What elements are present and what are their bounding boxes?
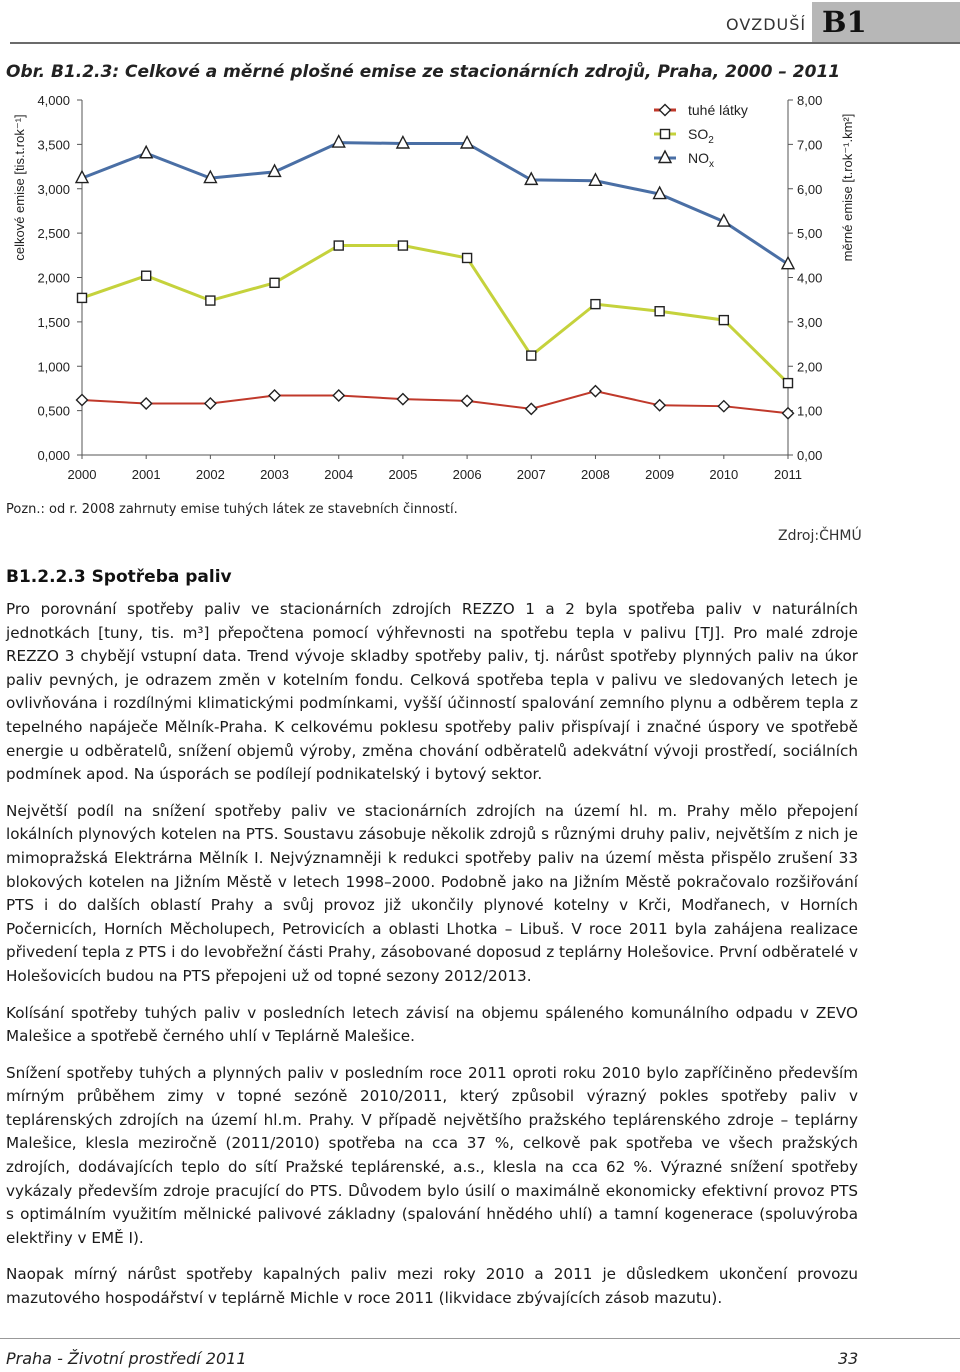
x-tick-label: 2011 [774, 467, 802, 482]
data-point [590, 386, 601, 397]
data-point [462, 395, 473, 406]
data-point [142, 271, 151, 280]
paragraph: Největší podíl na snížení spotřeby paliv ve stacionárních zdrojích na území hl. m. Prahy mělo přepojení lokálních plynových kotelen na PTS. Soustavu zásobuje několik zdrojů s různými druhy paliv, největším z nich je mimopražská Elektrárna Mělník I. Nejvýznamněji k redukci spotřeby paliv na území města přispělo zrušení 33 blokových kotelen na Jižním Městě v letech 1998–2000. Podobně jako na Jižním Městě pokračovalo rozšiřování PTS i do dalších oblastí Prahy a svůj provoz již ukončily plynové kotelny v Krči, Modřanech, v Horních Počernicích, Horních Měcholupech, Petrovicích a oblasti Lhotka – Libuš. V roce 2011 byla zahájena realizace přivedení tepla z PTS i do levobřežní části Prahy, zásobované doposud z teplárny Holešovice. První odběratelé v Holešovicích budou na PTS přepojeni už od topné sezony 2012/2013. [6, 801, 858, 985]
header-rule [10, 42, 960, 44]
y-tick-label-right: 1,00 [797, 403, 823, 419]
y-tick-label-left: 0,000 [37, 448, 70, 463]
figure-source: Zdroj:ČHMÚ [778, 528, 862, 544]
series-line [82, 246, 788, 384]
data-point [655, 307, 664, 316]
data-point [334, 241, 343, 250]
paragraph: Snížení spotřeby tuhých a plynných paliv v posledním roce 2011 oproti roku 2010 bylo zapříčiněno především mírným průběhem zimy v topné sezóně 2010/2011, který způsobil výrazný pokles spotřeby paliv v teplárenských zdrojích na území hl.m. Prahy. V případě největšího pražského teplárenského zdroje – teplárny Malešice, klesla meziročně (2011/2010) spotřeba na cca 37 %, celkově pak spotřeba ve všech pražských zdrojích, dodávajících teplo do sítí Pražské teplárenské, a.s., klesla na cca 62 %. Výrazné snížení spotřeby vykázaly především zdroje pracující do PTS. Důvodem bylo úsilí o maximálně ekonomicky efektivní provoz PTS s optimálním využitím mělnické palivové základny (spalování hnědého uhlí) a tamní kogenerace (spoluvýroba elektřiny v EMĚ I). [6, 1063, 858, 1247]
x-tick-label: 2000 [67, 467, 97, 482]
y-tick-label-left: 3,000 [37, 181, 70, 197]
y-tick-label-right: 2,00 [797, 359, 823, 375]
data-point [654, 400, 665, 411]
data-point [78, 293, 87, 302]
y-tick-label-right: 5,00 [797, 226, 823, 242]
data-point [397, 394, 408, 405]
y-tick-label-right: 6,00 [797, 181, 823, 197]
y-tick-label-left: 1,000 [37, 359, 70, 375]
data-point [719, 316, 728, 325]
data-point [205, 398, 216, 409]
data-point [661, 130, 670, 139]
paragraph: Naopak mírný nárůst spotřeby kapalných paliv mezi roky 2010 a 2011 je důsledkem ukončení provozu mazutového hospodářství v teplárně Michle v roce 2011 (likvidace zbývajících zásob mazutu). [6, 1265, 858, 1308]
x-tick-label: 2001 [131, 467, 161, 482]
section-code-badge [812, 2, 960, 42]
data-point [463, 253, 472, 262]
section-name: OVZDUŠÍ [726, 15, 807, 34]
data-point [591, 300, 600, 309]
y-tick-label-right: 3,00 [797, 314, 823, 330]
x-tick-label: 2006 [452, 467, 482, 482]
emissions-chart [0, 85, 960, 485]
series-line [82, 391, 788, 413]
data-point [784, 379, 793, 388]
paragraph: Pro porovnání spotřeby paliv ve stacionárních zdrojích REZZO 1 a 2 byla spotřeba paliv v naturálních jednotkách [tuny, tis. m³] přepočtena pomocí výhřevnosti na spotřebu tepla v palivu [TJ]. Pro malé zdroje REZZO 3 chybějí vstupní data. Trend vývoje skladby spotřeby paliv, tj. nárůst spotřeby plynných paliv na úkor paliv pevných, je odrazem změn v kotelním fondu. Celková spotřeba tepla v palivu ve sledovaných letech je ovlivňována i rozdílnými klimatickými podmínkami, vyšší účinností spalování zemního plynu a odběrem tepla z tepelného napáječe Mělník-Praha. K celkovému poklesu spotřeby paliv přispívají i značné úspory ve spotřebě energie u odběratelů, snížení objemů výroby, změna chování odběratelů adekvátní vývoji prostředí, sociálních podmínek apod. Na úsporách se podílejí podnikatelský i bytový sektor. [6, 600, 858, 784]
paragraph: Kolísání spotřeby tuhých paliv v posledních letech závisí na objemu spáleného komunálního odpadu v ZEVO Malešice a spotřebě černého uhlí v Teplárně Malešice. [6, 1003, 858, 1046]
x-tick-label: 2004 [324, 467, 354, 482]
legend-label: tuhé látky [688, 102, 748, 118]
data-point [526, 403, 537, 414]
y-tick-label-left: 3,500 [37, 137, 70, 153]
y-tick-label-left: 0,500 [37, 403, 70, 419]
y-axis-title-left: celkové emise [tis.t.rok⁻¹] [12, 114, 27, 261]
data-point [77, 394, 88, 405]
data-point [718, 401, 729, 412]
figure-title: Obr. B1.2.3: Celkové a měrné plošné emise ze stacionárních zdrojů, Praha, 2000 – 2011 [6, 62, 841, 82]
footer-rule [0, 1338, 960, 1339]
legend-label: $SO_2$ [688, 126, 714, 146]
x-tick-label: 2002 [195, 467, 225, 482]
y-tick-label-left: 1,500 [37, 314, 70, 330]
section-code: B1 [822, 5, 867, 39]
x-tick-label: 2008 [580, 467, 610, 482]
figure-note: Pozn.: od r. 2008 zahrnuty emise tuhých látek ze stavebních činností. [6, 502, 458, 517]
x-tick-label: 2009 [645, 467, 675, 482]
legend-label: $NO_x$ [688, 150, 714, 170]
section-title: B1.2.2.3 Spotřeba paliv [6, 567, 232, 587]
y-tick-label-right: 8,00 [797, 93, 823, 108]
data-point [206, 296, 215, 305]
data-point [783, 408, 794, 419]
data-point [140, 146, 152, 158]
y-axis-title-right: měrné emise [t.rok⁻¹.km²] [840, 113, 855, 262]
x-tick-label: 2003 [260, 467, 290, 482]
y-tick-label-right: 0,00 [797, 448, 823, 463]
y-tick-label-left: 2,000 [37, 270, 70, 286]
data-point [333, 390, 344, 401]
y-tick-label-right: 4,00 [797, 270, 823, 286]
section-body [6, 598, 858, 1324]
x-tick-label: 2010 [709, 467, 739, 482]
data-point [270, 278, 279, 287]
data-point [141, 398, 152, 409]
data-point [269, 390, 280, 401]
y-tick-label-left: 2,500 [37, 226, 70, 242]
data-point [398, 241, 407, 250]
data-point [527, 351, 536, 360]
y-tick-label-left: 4,000 [37, 93, 70, 108]
page-number: 33 [838, 1349, 859, 1368]
x-tick-label: 2005 [388, 467, 418, 482]
x-tick-label: 2007 [516, 467, 546, 482]
y-tick-label-right: 7,00 [797, 137, 823, 153]
footer-publication: Praha - Životní prostředí 2011 [6, 1349, 247, 1368]
